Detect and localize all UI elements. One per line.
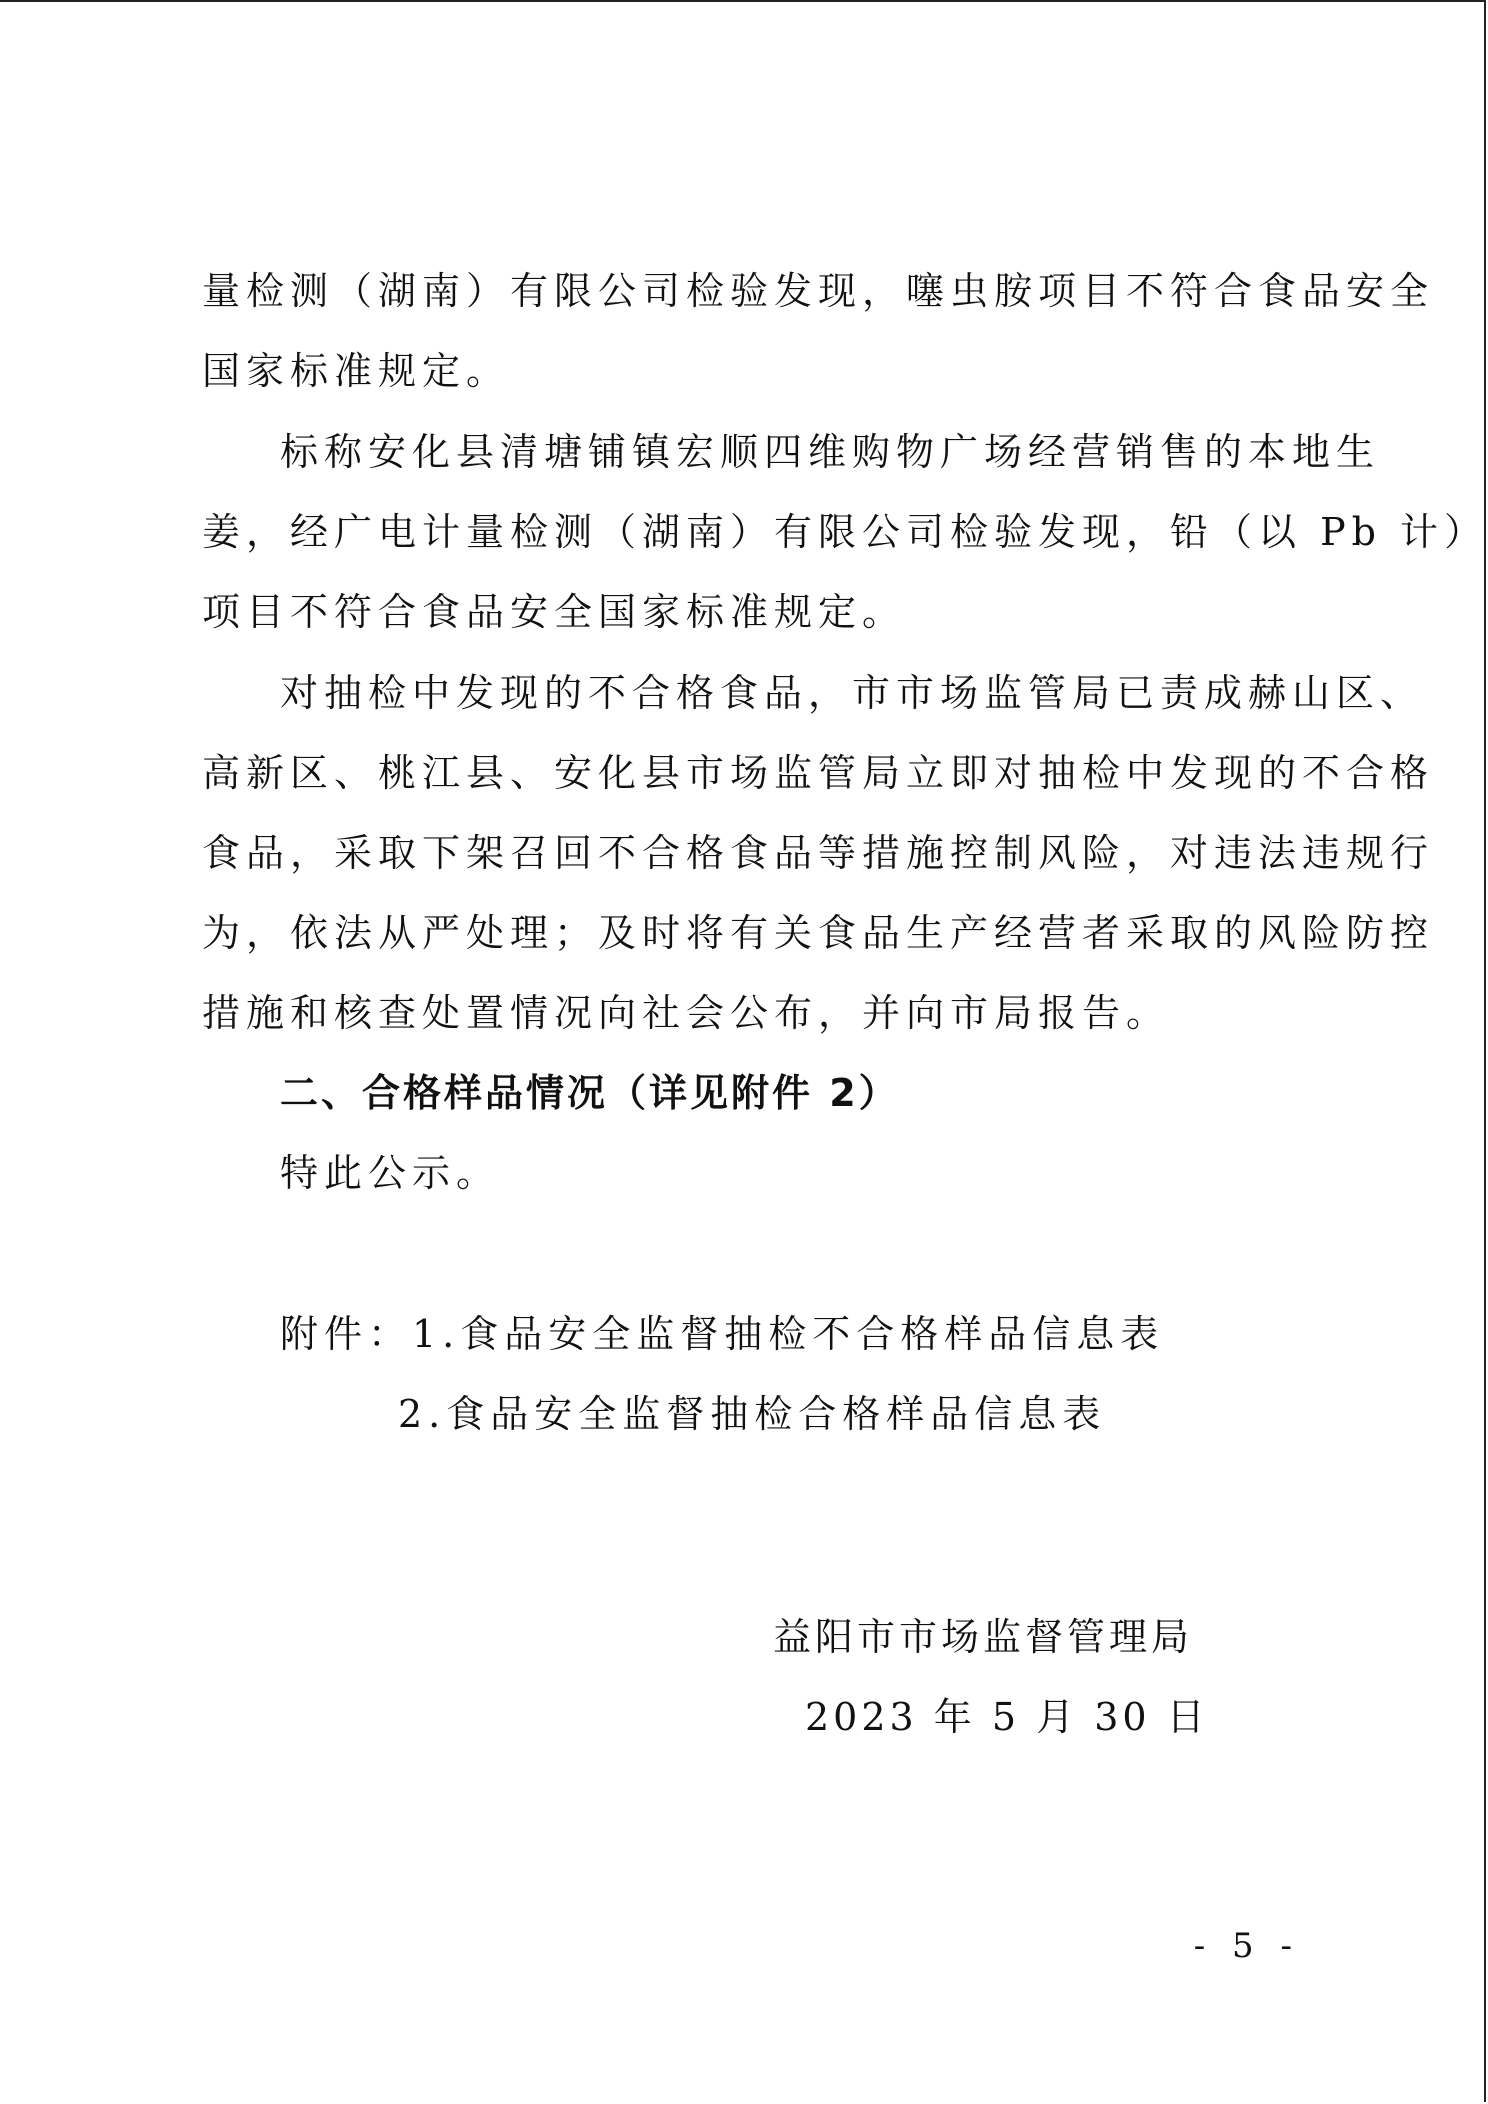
- attachment-1: 附件：1.食品安全监督抽检不合格样品信息表: [280, 1312, 1165, 1356]
- issue-date: 2023 年 5 月 30 日: [805, 1695, 1209, 1739]
- closing-statement: 特此公示。: [280, 1151, 501, 1195]
- section-heading-qualified-samples: 二、合格样品情况（详见附件 2）: [280, 1071, 900, 1115]
- para2-line2: 姜，经广电计量检测（湖南）有限公司检验发现，铅（以 Pb 计）: [202, 510, 1488, 554]
- attachment-2: 2.食品安全监督抽检合格样品信息表: [398, 1392, 1107, 1436]
- page-number: - 5 -: [1193, 1926, 1300, 1966]
- para3-line1: 对抽检中发现的不合格食品，市市场监管局已责成赫山区、: [280, 671, 1425, 715]
- para1-line1: 量检测（湖南）有限公司检验发现，噻虫胺项目不符合食品安全: [202, 269, 1435, 313]
- para1-line2: 国家标准规定。: [202, 349, 511, 393]
- para3-line3: 食品，采取下架召回不合格食品等措施控制风险，对违法违规行: [202, 831, 1435, 875]
- para3-line2: 高新区、桃江县、安化县市场监管局立即对抽检中发现的不合格: [202, 751, 1435, 795]
- para2-line3: 项目不符合食品安全国家标准规定。: [202, 590, 907, 634]
- para2-line1: 标称安化县清塘铺镇宏顺四维购物广场经营销售的本地生: [280, 430, 1381, 474]
- para3-line5: 措施和核查处置情况向社会公布，并向市局报告。: [202, 991, 1171, 1035]
- para3-line4: 为，依法从严处理；及时将有关食品生产经营者采取的风险防控: [202, 911, 1435, 955]
- issuing-authority: 益阳市市场监督管理局: [773, 1615, 1194, 1659]
